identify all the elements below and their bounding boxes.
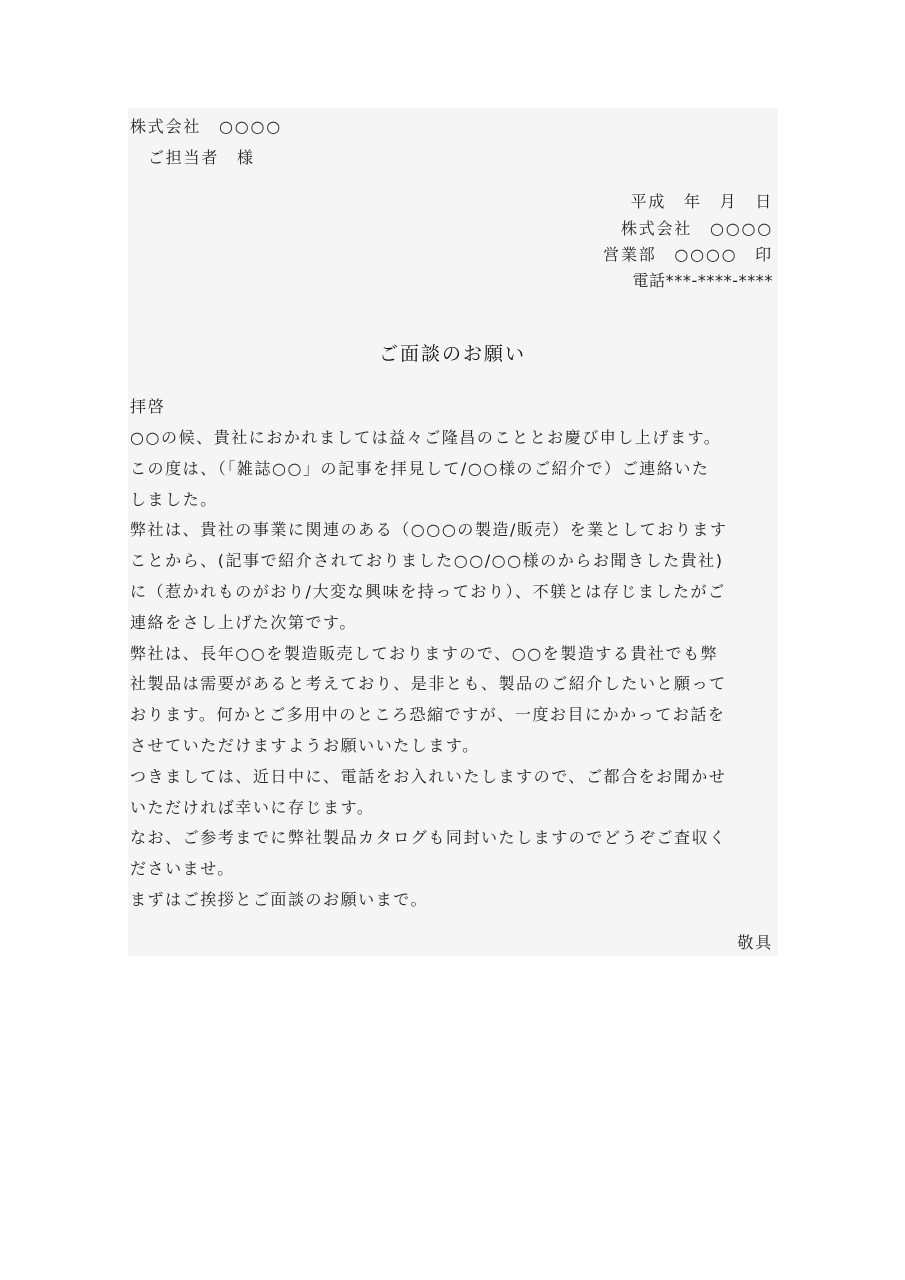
body-line: 弊社は、貴社の事業に関連のある（○○○の製造/販売）を業としております — [130, 520, 728, 539]
body-line: ださいませ。 — [130, 859, 235, 878]
body-line: この度は、（「雑誌○○」の記事を拝見して/○○様のご紹介で）ご連絡いた — [130, 459, 710, 478]
sender-company: 株式会社 ○○○○ — [620, 219, 773, 238]
recipient-person: ご担当者 様 — [148, 148, 255, 167]
letter-date: 平成 年 月 日 — [630, 192, 773, 211]
body-line: させていただけますようお願いいたします。 — [130, 736, 480, 755]
body-line: いただければ幸いに存じます。 — [130, 798, 375, 817]
body-line: まずはご挨拶とご面談のお願いまで。 — [130, 890, 429, 909]
body-line: おります。何かとご多用中のところ恐縮ですが、一度お目にかかってお話を — [130, 705, 726, 724]
letter-title: ご面談のお願い — [378, 343, 526, 365]
closing-salutation: 敬具 — [737, 933, 773, 952]
body-line: つきましては、近日中に、電話をお入れいたしますので、ご都合をお聞かせ — [130, 767, 727, 786]
body-line: 弊社は、長年○○を製造販売しておりますので、○○を製造する貴社でも弊 — [130, 644, 719, 663]
opening-salutation: 拝啓 — [130, 397, 166, 416]
body-line: 連絡をさし上げた次第です。 — [130, 613, 357, 632]
sender-department: 営業部 ○○○○ 印 — [603, 245, 773, 264]
body-line: なお、ご参考までに弊社製品カタログも同封いたしますのでどうぞご査収く — [130, 828, 727, 847]
body-line: ことから、(記事で紹介されておりました○○/○○様のからお聞きした貴社) — [130, 551, 724, 570]
recipient-company: 株式会社 ○○○○ — [130, 117, 283, 136]
body-line: しました。 — [130, 490, 218, 509]
body-line: に（惹かれものがおり/大変な興味を持っており）、不躾とは存じましたがご — [130, 582, 726, 601]
body-line: 社製品は需要があると考えており、是非とも、製品のご紹介したいと願って — [130, 674, 727, 693]
sender-phone: 電話***-****-**** — [632, 271, 773, 290]
body-line: ○○の候、貴社におかれましては益々ご隆昌のこととお慶び申し上げます。 — [130, 428, 722, 447]
